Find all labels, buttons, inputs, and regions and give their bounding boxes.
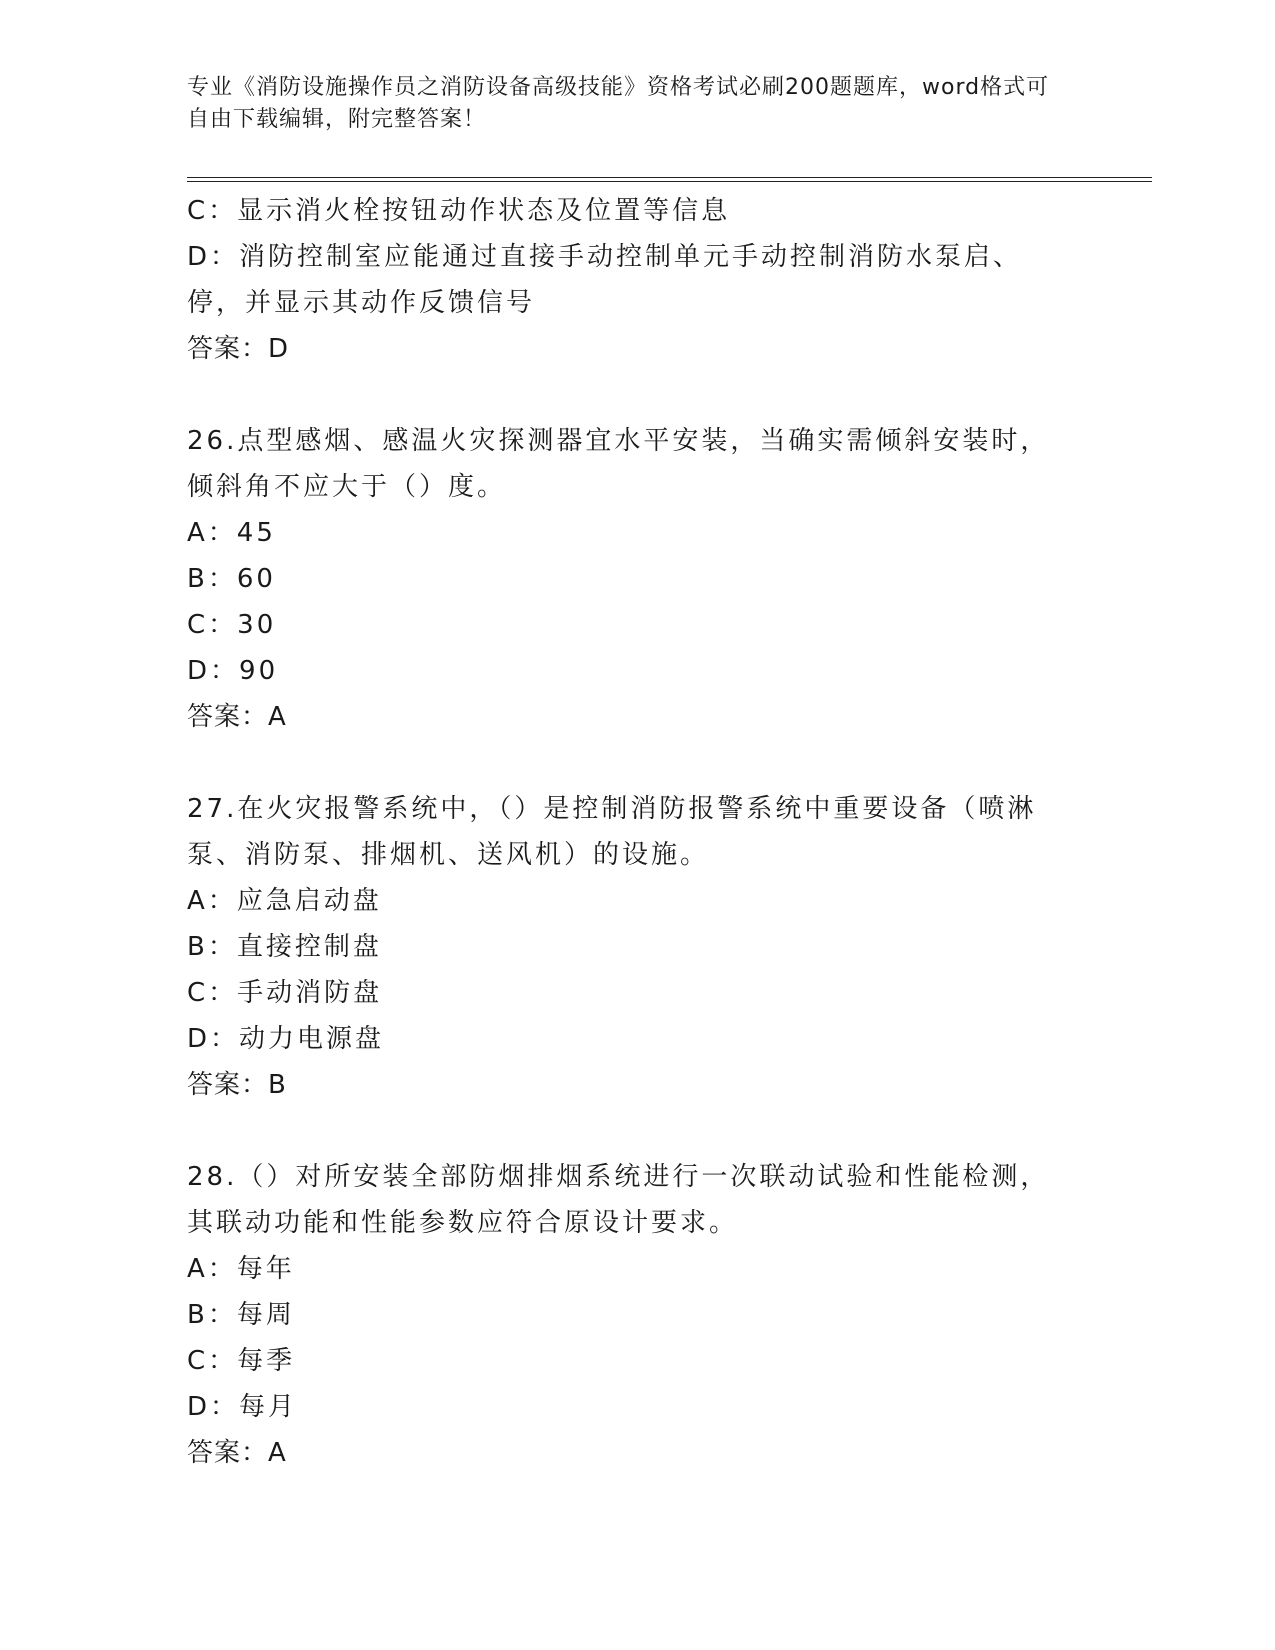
option-b: B：每周 (187, 1300, 295, 1330)
option-a: A：每年 (187, 1254, 295, 1284)
question-27 (187, 786, 1067, 1108)
option-c: C：每季 (187, 1346, 296, 1376)
spacer (187, 1108, 1067, 1154)
question-text: 28.（）对所安装全部防烟排烟系统进行一次联动试验和性能检测，其联动功能和性能参数应符合原设计要求。 (187, 1162, 1050, 1238)
question-28 (187, 1154, 1067, 1476)
question-text: 26.点型感烟、感温火灾探测器宜水平安装，当确实需倾斜安装时，倾斜角不应大于（）度。 (187, 426, 1050, 502)
document-header: 专业《消防设施操作员之消防设备高级技能》资格考试必刷200题题库，word格式可自由下载编辑，附完整答案！ (187, 75, 1050, 132)
option-d: D：动力电源盘 (187, 1024, 385, 1054)
spacer (187, 372, 1067, 418)
document-body (187, 188, 1067, 1476)
option-d: D：每月 (187, 1392, 298, 1422)
option-d: D：消防控制室应能通过直接手动控制单元手动控制消防水泵启、停，并显示其动作反馈信号 (187, 242, 1023, 318)
option-c: C：手动消防盘 (187, 978, 383, 1008)
question-25-continuation (187, 188, 1067, 372)
option-a: A：应急启动盘 (187, 886, 382, 916)
option-b: B：60 (187, 564, 276, 594)
answer-line: 答案：B (187, 1070, 287, 1100)
option-a: A：45 (187, 518, 276, 548)
spacer (187, 740, 1067, 786)
question-text: 27.在火灾报警系统中，（）是控制消防报警系统中重要设备（喷淋泵、消防泵、排烟机、送风机）的设施。 (187, 794, 1037, 870)
question-26 (187, 418, 1067, 740)
answer-line: 答案：A (187, 1438, 287, 1468)
header-double-rule (187, 177, 1152, 182)
option-c: C：30 (187, 610, 277, 640)
option-c: C：显示消火栓按钮动作状态及位置等信息 (187, 196, 731, 226)
answer-line: 答案：D (187, 334, 290, 364)
answer-line: 答案：A (187, 702, 287, 732)
option-b: B：直接控制盘 (187, 932, 382, 962)
option-d: D：90 (187, 656, 279, 686)
